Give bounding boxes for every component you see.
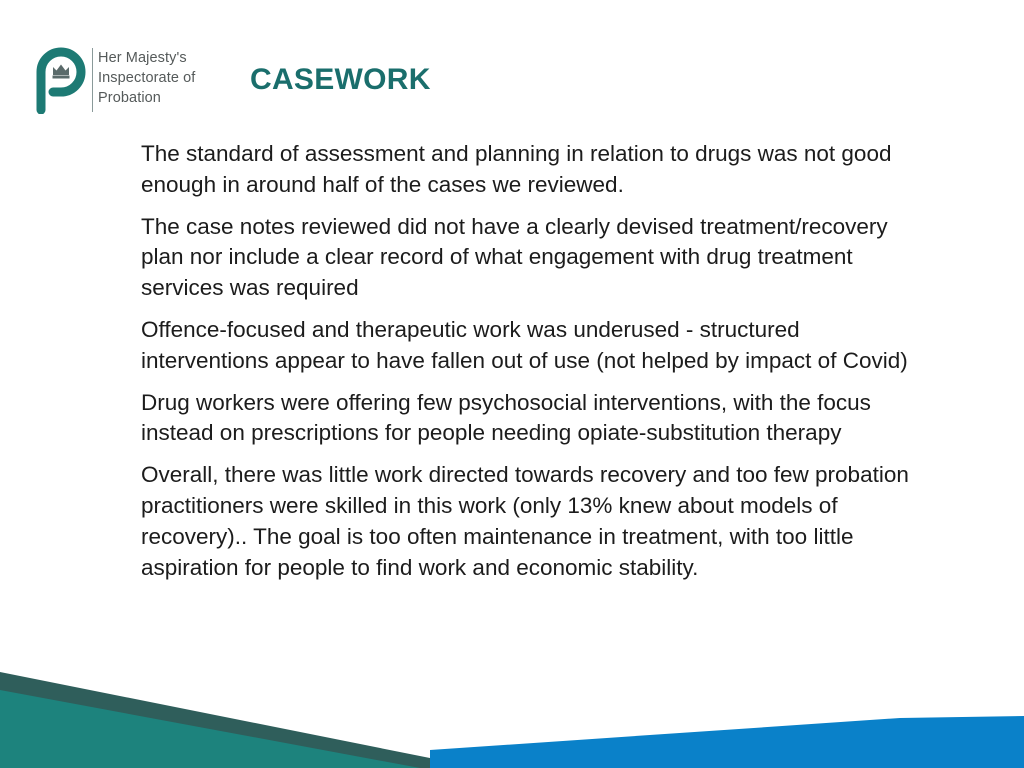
logo-line-3: Probation — [98, 90, 161, 106]
paragraph-2: The case notes reviewed did not have a clearly devised treatment/recovery plan nor include a clear record of what engagement with drug treatment services was required — [141, 213, 888, 301]
paragraph-5: Overall, there was little work directed towards recovery and too few probation practitioners were skilled in this work (only 13% knew about models of recovery).. The goal is too often maintenance in treatment, with too little aspiration for people to find work and economic stability. — [141, 462, 909, 580]
logo-line-1: Her Majesty's — [98, 50, 187, 66]
slide-title: CASEWORK — [250, 63, 431, 96]
footer-blue-stripe — [430, 716, 1024, 768]
paragraph-4: Drug workers were offering few psychosocial interventions, with the focus instead on prescriptions for people needing opiate-substitution therapy — [141, 389, 871, 446]
paragraph-1: The standard of assessment and planning in relation to drugs was not good enough in around half of the cases we reviewed. — [141, 141, 892, 197]
logo-line-2: Inspectorate of — [98, 70, 196, 86]
paragraph-3: Offence-focused and therapeutic work was underused - structured interventions appear to have fallen out of use (not helped by impact of Covid) — [141, 316, 908, 373]
